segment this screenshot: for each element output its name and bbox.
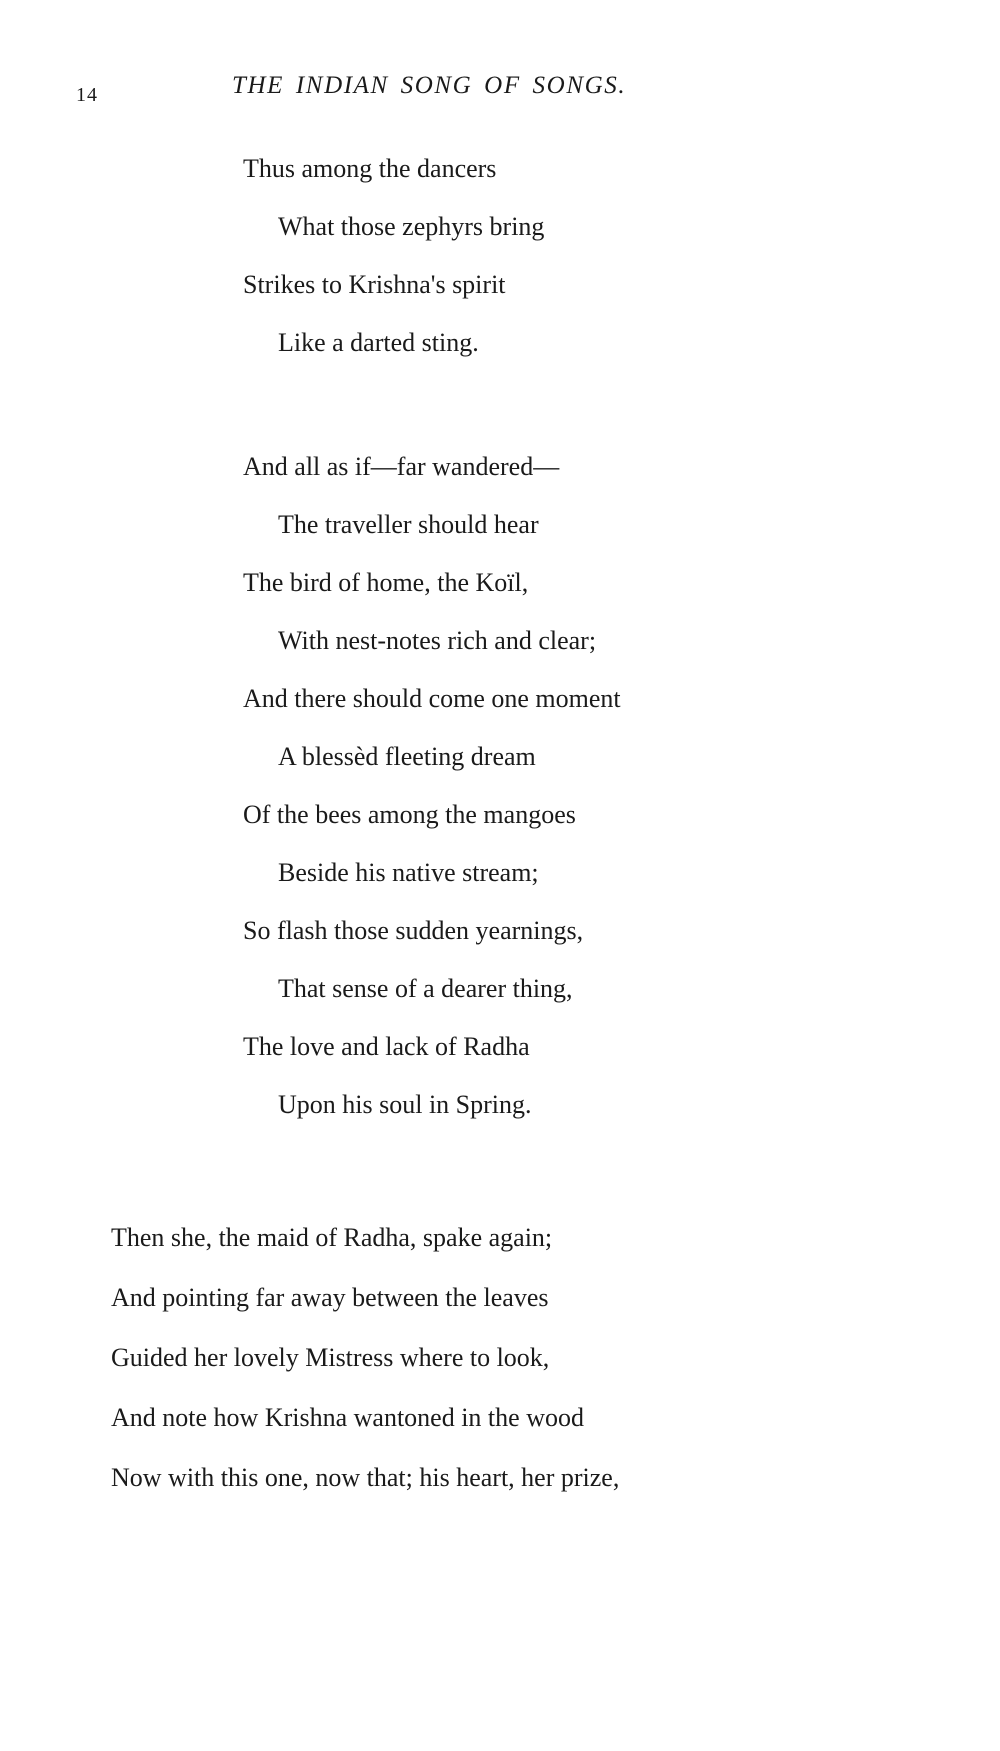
verse-line: Strikes to Krishna's spirit [243, 270, 506, 299]
narrative-paragraph [0, 1208, 1000, 1508]
verse-line: With nest-notes rich and clear; [278, 626, 597, 655]
verse-line: Beside his native stream; [278, 858, 539, 887]
verse-line: What those zephyrs bring [278, 212, 545, 241]
running-title: THE INDIAN SONG OF SONGS. [232, 72, 627, 99]
verse-line: A blessèd fleeting dream [278, 742, 536, 771]
narrative-line: Guided her lovely Mistress where to look, [111, 1343, 550, 1372]
verse-line: Like a darted sting. [278, 328, 479, 357]
verse-line: So flash those sudden yearnings, [243, 916, 584, 945]
verse-line: Thus among the dancers [243, 154, 497, 183]
verse-line: The traveller should hear [278, 510, 539, 539]
verse-line: The bird of home, the Koïl, [243, 568, 529, 597]
page-number: 14 [76, 84, 98, 106]
verse-line: And there should come one moment [243, 684, 621, 713]
verse-line: That sense of a dearer thing, [278, 974, 573, 1003]
running-head [0, 72, 1000, 112]
verse-line: Upon his soul in Spring. [278, 1090, 532, 1119]
stanza-second [0, 438, 1000, 1134]
stanza-first [0, 140, 1000, 372]
verse-line: The love and lack of Radha [243, 1032, 530, 1061]
narrative-line: Now with this one, now that; his heart, her prize, [111, 1463, 620, 1492]
verse-line: Of the bees among the mangoes [243, 800, 576, 829]
narrative-line: Then she, the maid of Radha, spake again; [111, 1223, 553, 1252]
narrative-line: And note how Krishna wantoned in the wood [111, 1403, 584, 1432]
verse-line: And all as if—far wandered— [243, 452, 560, 481]
narrative-line: And pointing far away between the leaves [111, 1283, 549, 1312]
